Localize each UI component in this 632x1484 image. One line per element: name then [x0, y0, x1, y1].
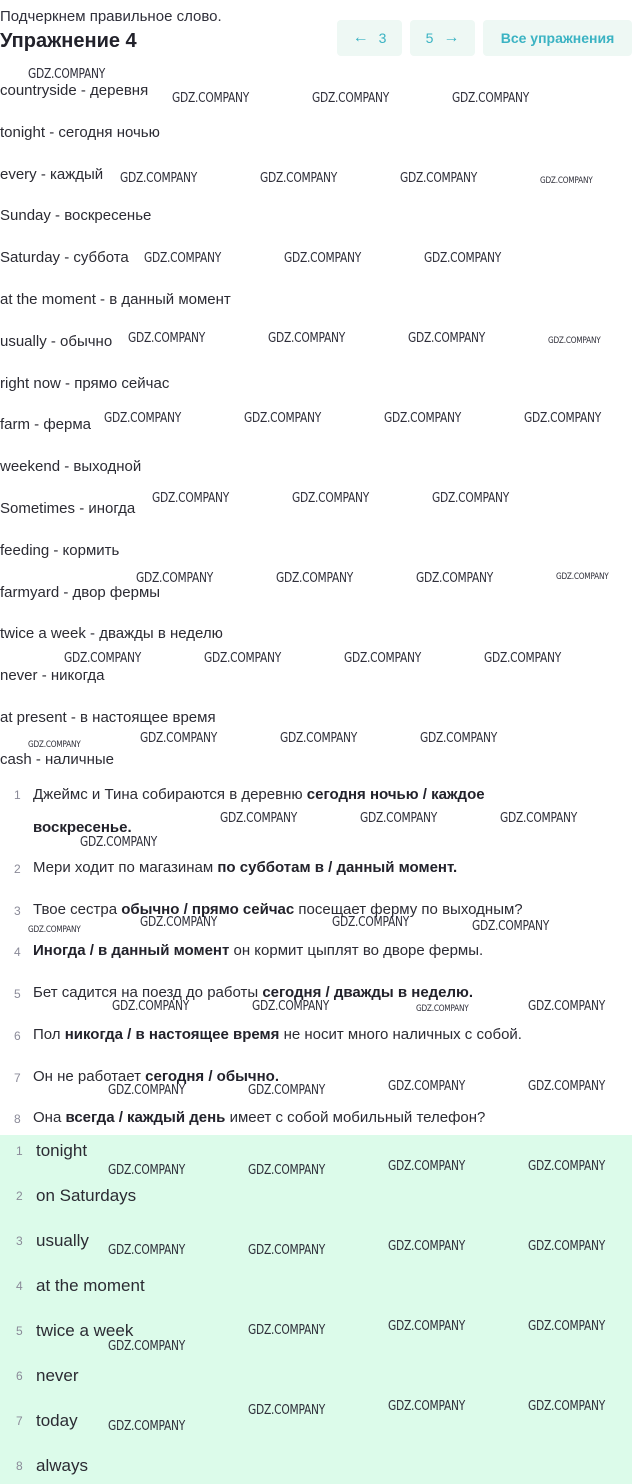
- task-options: Иногда / в данный момент: [33, 942, 230, 959]
- task-text: [33, 942, 483, 959]
- watermark-text: GDZ.COMPANY: [204, 651, 282, 666]
- watermark-text: GDZ.COMPANY: [120, 171, 198, 186]
- watermark-text: GDZ.COMPANY: [252, 999, 330, 1014]
- task-text-part: он кормит цыплят во дворе фермы.: [229, 942, 484, 959]
- task-options: сегодня / обычно.: [145, 1068, 280, 1085]
- watermark-text: GDZ.COMPANY: [528, 1159, 606, 1174]
- task-text-part: посещает ферму по выходным?: [294, 901, 523, 918]
- task-options: по субботам в / данный момент.: [217, 859, 458, 876]
- watermark-text: GDZ.COMPANY: [108, 1083, 186, 1098]
- answer-number: 2: [16, 1189, 23, 1203]
- watermark-text: GDZ.COMPANY: [112, 999, 190, 1014]
- watermark-text: GDZ.COMPANY: [528, 1399, 606, 1414]
- answer-item: [0, 1360, 632, 1390]
- watermark-text: GDZ.COMPANY: [108, 1163, 186, 1178]
- task-item: [0, 1026, 632, 1044]
- watermark-text: GDZ.COMPANY: [140, 915, 218, 930]
- watermark-text: GDZ.COMPANY: [540, 176, 593, 186]
- task-text-part: Твое сестра: [33, 901, 122, 918]
- watermark-text: GDZ.COMPANY: [220, 811, 298, 826]
- watermark-text: GDZ.COMPANY: [28, 67, 106, 82]
- watermark-text: GDZ.COMPANY: [108, 1419, 186, 1434]
- task-text-part: Он не работает: [33, 1068, 146, 1085]
- task-text-part: имеет с собой мобильный телефон?: [225, 1109, 486, 1126]
- watermark-text: GDZ.COMPANY: [484, 651, 562, 666]
- watermark-text: GDZ.COMPANY: [28, 740, 81, 750]
- task-item: [0, 785, 560, 851]
- vocab-item: right now - прямо сейчас: [0, 374, 170, 392]
- all-exercises-button[interactable]: Все упражнения: [483, 20, 632, 56]
- task-text: [33, 859, 457, 876]
- watermark-text: GDZ.COMPANY: [420, 731, 498, 746]
- watermark-text: GDZ.COMPANY: [548, 336, 601, 346]
- task-text-part: не носит много наличных с собой.: [279, 1026, 522, 1043]
- watermark-text: GDZ.COMPANY: [248, 1083, 326, 1098]
- watermark-text: GDZ.COMPANY: [248, 1403, 326, 1418]
- watermark-text: GDZ.COMPANY: [408, 331, 486, 346]
- vocab-item: weekend - выходной: [0, 458, 142, 476]
- vocab-item: never - никогда: [0, 667, 105, 685]
- task-options: сегодня ночью / каждое воскресенье.: [33, 786, 485, 836]
- task-text-part: Пол: [33, 1026, 65, 1043]
- task-item: [0, 984, 632, 1002]
- watermark-text: GDZ.COMPANY: [128, 331, 206, 346]
- watermark-text: GDZ.COMPANY: [344, 651, 422, 666]
- watermark-text: GDZ.COMPANY: [332, 915, 410, 930]
- vocab-item: tonight - сегодня ночью: [0, 123, 160, 141]
- vocab-item: Saturday - суббота: [0, 249, 129, 267]
- watermark-text: GDZ.COMPANY: [524, 411, 602, 426]
- task-number: 3: [14, 904, 21, 918]
- vocab-item: twice a week - дважды в неделю: [0, 625, 223, 643]
- watermark-text: GDZ.COMPANY: [384, 411, 462, 426]
- answer-text: tonight: [36, 1141, 88, 1160]
- task-text: [33, 1026, 522, 1043]
- task-number: 4: [14, 945, 21, 959]
- watermark-text: GDZ.COMPANY: [500, 811, 578, 826]
- answer-item: [0, 1225, 632, 1255]
- vocab-item: cash - наличные: [0, 750, 114, 768]
- task-item: [0, 859, 632, 877]
- watermark-text: GDZ.COMPANY: [388, 1319, 466, 1334]
- watermark-text: GDZ.COMPANY: [140, 731, 218, 746]
- next-exercise-label: 5: [425, 30, 434, 46]
- watermark-text: GDZ.COMPANY: [248, 1243, 326, 1258]
- watermark-text: GDZ.COMPANY: [284, 251, 362, 266]
- watermark-text: GDZ.COMPANY: [424, 251, 502, 266]
- answer-item: [0, 1270, 632, 1300]
- watermark-text: GDZ.COMPANY: [452, 91, 530, 106]
- watermark-text: GDZ.COMPANY: [104, 411, 182, 426]
- answer-number: 6: [16, 1369, 23, 1383]
- watermark-text: GDZ.COMPANY: [432, 491, 510, 506]
- answer-text: usually: [36, 1231, 89, 1250]
- instruction-text: Подчеркнем правильное слово.: [0, 8, 222, 25]
- answer-number: 7: [16, 1414, 23, 1428]
- watermark-text: GDZ.COMPANY: [388, 1079, 466, 1094]
- watermark-text: GDZ.COMPANY: [292, 491, 370, 506]
- task-options: никогда / в настоящее время: [64, 1026, 280, 1043]
- watermark-text: GDZ.COMPANY: [248, 1163, 326, 1178]
- answer-item: [0, 1450, 632, 1480]
- task-text: [33, 1109, 485, 1126]
- next-exercise-button[interactable]: [410, 20, 475, 56]
- watermark-text: GDZ.COMPANY: [136, 571, 214, 586]
- watermark-text: GDZ.COMPANY: [388, 1159, 466, 1174]
- task-text-part: Бет садится на поезд до работы: [33, 984, 263, 1001]
- vocabulary-list: [0, 82, 231, 793]
- task-options: сегодня / дважды в неделю.: [262, 984, 474, 1001]
- vocab-item: feeding - кормить: [0, 541, 120, 559]
- prev-exercise-button[interactable]: [337, 20, 402, 56]
- task-item: [0, 1109, 632, 1127]
- answer-text: on Saturdays: [36, 1186, 137, 1205]
- task-text: [33, 984, 473, 1001]
- answers-panel: [0, 1135, 632, 1484]
- vocab-item: countryside - деревня: [0, 82, 149, 99]
- watermark-text: GDZ.COMPANY: [400, 171, 478, 186]
- watermark-text: GDZ.COMPANY: [276, 571, 354, 586]
- watermark-text: GDZ.COMPANY: [80, 835, 158, 850]
- watermark-text: GDZ.COMPANY: [416, 571, 494, 586]
- task-text-part: Джеймс и Тина собираются в деревню: [33, 786, 307, 803]
- task-text: [33, 786, 485, 836]
- vocab-item: farmyard - двор фермы: [0, 583, 161, 601]
- answer-item: [0, 1180, 632, 1210]
- page-title: Упражнение 4: [0, 30, 137, 52]
- answer-text: today: [36, 1411, 78, 1430]
- watermark-text: GDZ.COMPANY: [248, 1323, 326, 1338]
- watermark-text: GDZ.COMPANY: [172, 91, 250, 106]
- task-text-part: Она: [33, 1109, 66, 1126]
- answer-text: always: [36, 1456, 88, 1475]
- watermark-text: GDZ.COMPANY: [268, 331, 346, 346]
- vocab-item: usually - обычно: [0, 332, 113, 350]
- answer-item: [0, 1405, 632, 1435]
- watermark-text: GDZ.COMPANY: [64, 651, 142, 666]
- vocab-item: every - каждый: [0, 165, 104, 183]
- watermark-text: GDZ.COMPANY: [528, 1079, 606, 1094]
- vocab-item: at the moment - в данный момент: [0, 290, 231, 308]
- watermark-text: GDZ.COMPANY: [108, 1243, 186, 1258]
- task-text: [33, 901, 523, 918]
- task-number: 8: [14, 1112, 21, 1126]
- watermark-text: GDZ.COMPANY: [360, 811, 438, 826]
- vocab-item: Sunday - воскресенье: [0, 207, 152, 225]
- task-number: 5: [14, 987, 21, 1001]
- watermark-text: GDZ.COMPANY: [312, 91, 390, 106]
- watermark-text: GDZ.COMPANY: [28, 925, 81, 935]
- vocab-item: Sometimes - иногда: [0, 499, 136, 517]
- task-item: [0, 942, 632, 960]
- answer-number: 5: [16, 1324, 23, 1338]
- watermark-text: GDZ.COMPANY: [244, 411, 322, 426]
- answer-item: [0, 1315, 632, 1345]
- vocab-item: at present - в настоящее время: [0, 708, 216, 726]
- arrow-left-icon: ←: [352, 29, 369, 46]
- answer-text: twice a week: [36, 1321, 134, 1340]
- watermark-text: GDZ.COMPANY: [528, 999, 606, 1014]
- watermark-text: GDZ.COMPANY: [260, 171, 338, 186]
- task-number: 2: [14, 862, 21, 876]
- task-text-part: Мери ходит по магазинам: [33, 859, 218, 876]
- answer-number: 4: [16, 1279, 23, 1293]
- watermark-text: GDZ.COMPANY: [472, 919, 550, 934]
- task-item: [0, 901, 632, 919]
- watermark-text: GDZ.COMPANY: [528, 1319, 606, 1334]
- task-options: всегда / каждый день: [65, 1109, 226, 1126]
- watermark-text: GDZ.COMPANY: [280, 731, 358, 746]
- task-number: 7: [14, 1071, 21, 1085]
- task-item: [0, 1068, 632, 1086]
- answer-number: 3: [16, 1234, 23, 1248]
- watermark-text: GDZ.COMPANY: [152, 491, 230, 506]
- answer-item: [0, 1135, 632, 1165]
- task-number: 6: [14, 1029, 21, 1043]
- watermark-text: GDZ.COMPANY: [388, 1399, 466, 1414]
- task-text: [33, 1068, 279, 1085]
- watermark-text: GDZ.COMPANY: [556, 572, 609, 582]
- task-number: 1: [14, 788, 21, 802]
- watermark-text: GDZ.COMPANY: [416, 1004, 469, 1014]
- answer-number: 8: [16, 1459, 23, 1473]
- watermark-text: GDZ.COMPANY: [144, 251, 222, 266]
- watermark-text: GDZ.COMPANY: [108, 1339, 186, 1354]
- prev-exercise-label: 3: [378, 30, 387, 46]
- arrow-right-icon: →: [443, 29, 460, 46]
- watermark-text: GDZ.COMPANY: [528, 1239, 606, 1254]
- vocab-item: farm - ферма: [0, 416, 92, 434]
- answer-text: at the moment: [36, 1276, 145, 1295]
- watermark-text: GDZ.COMPANY: [388, 1239, 466, 1254]
- answer-text: never: [36, 1366, 79, 1385]
- answer-number: 1: [16, 1144, 23, 1158]
- task-options: обычно / прямо сейчас: [121, 901, 295, 918]
